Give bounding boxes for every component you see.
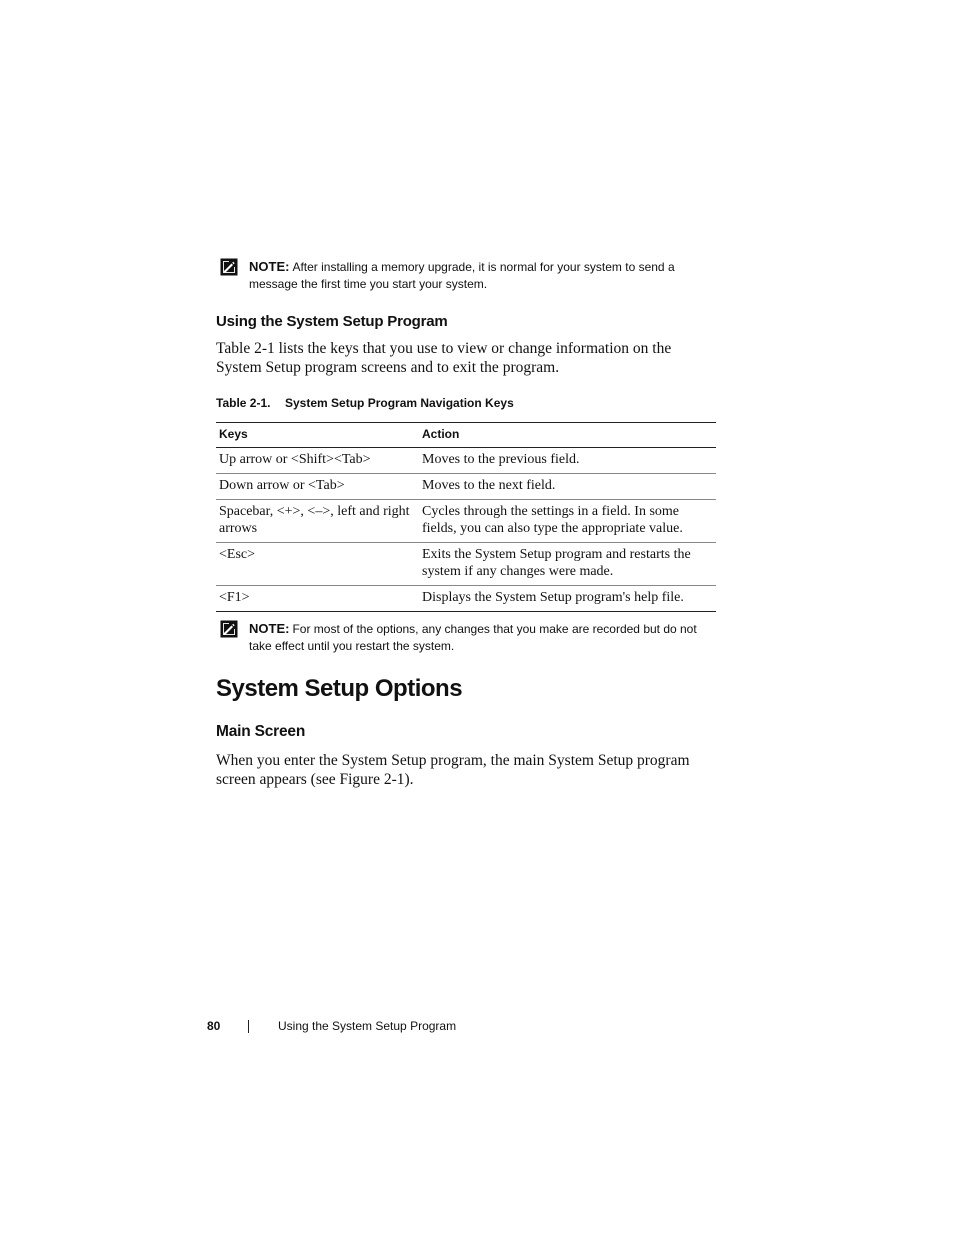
table-header-action: Action <box>419 423 716 448</box>
navigation-keys-table <box>216 422 716 612</box>
table-caption-title: System Setup Program Navigation Keys <box>285 396 514 410</box>
page-footer <box>207 1019 220 1033</box>
table-row <box>216 500 716 543</box>
table-caption-number: Table 2-1. <box>216 396 271 410</box>
table-header-row <box>216 423 716 448</box>
table-cell-key: Spacebar, <+>, <–>, left and right arrows <box>216 500 419 543</box>
page-number: 80 <box>207 1019 221 1033</box>
table-row <box>216 586 716 612</box>
table-cell-key: <F1> <box>216 586 419 612</box>
section-heading: Using the System Setup Program <box>216 313 448 330</box>
note-text <box>249 620 716 655</box>
table-row <box>216 448 716 474</box>
note-body: For most of the options, any changes that you make are recorded but do not take effect until you restart the system. <box>249 622 697 653</box>
table-cell-action: Moves to the previous field. <box>419 448 716 474</box>
note-label: NOTE: <box>249 621 290 636</box>
note-block <box>216 620 716 655</box>
subsection-heading: Main Screen <box>216 723 306 740</box>
subsection-paragraph: When you enter the System Setup program, the main System Setup program screen appears (see Figure 2-1). <box>216 752 690 788</box>
table-cell-key: <Esc> <box>216 543 419 586</box>
table-cell-action: Exits the System Setup program and restarts the system if any changes were made. <box>419 543 716 586</box>
note-pencil-icon <box>220 620 238 638</box>
chapter-heading: System Setup Options <box>216 675 463 702</box>
running-title: Using the System Setup Program <box>278 1019 457 1033</box>
footer-separator <box>248 1019 249 1033</box>
table-cell-key: Up arrow or <Shift><Tab> <box>216 448 419 474</box>
note-pencil-icon <box>220 258 238 276</box>
table-caption <box>216 396 514 410</box>
section-paragraph: Table 2-1 lists the keys that you use to view or change information on the System Setup program screens and to exit the program. <box>216 340 672 376</box>
table-cell-action: Cycles through the settings in a field. In some fields, you can also type the appropriate value. <box>419 500 716 543</box>
table-row <box>216 543 716 586</box>
note-label: NOTE: <box>249 259 290 274</box>
note-body: After installing a memory upgrade, it is normal for your system to send a message the first time you start your system. <box>249 260 675 291</box>
table-cell-key: Down arrow or <Tab> <box>216 474 419 500</box>
table-cell-action: Displays the System Setup program's help file. <box>419 586 716 612</box>
note-block <box>216 258 716 293</box>
table-cell-action: Moves to the next field. <box>419 474 716 500</box>
table-row <box>216 474 716 500</box>
table-header-keys: Keys <box>216 423 419 448</box>
note-text <box>249 258 716 293</box>
